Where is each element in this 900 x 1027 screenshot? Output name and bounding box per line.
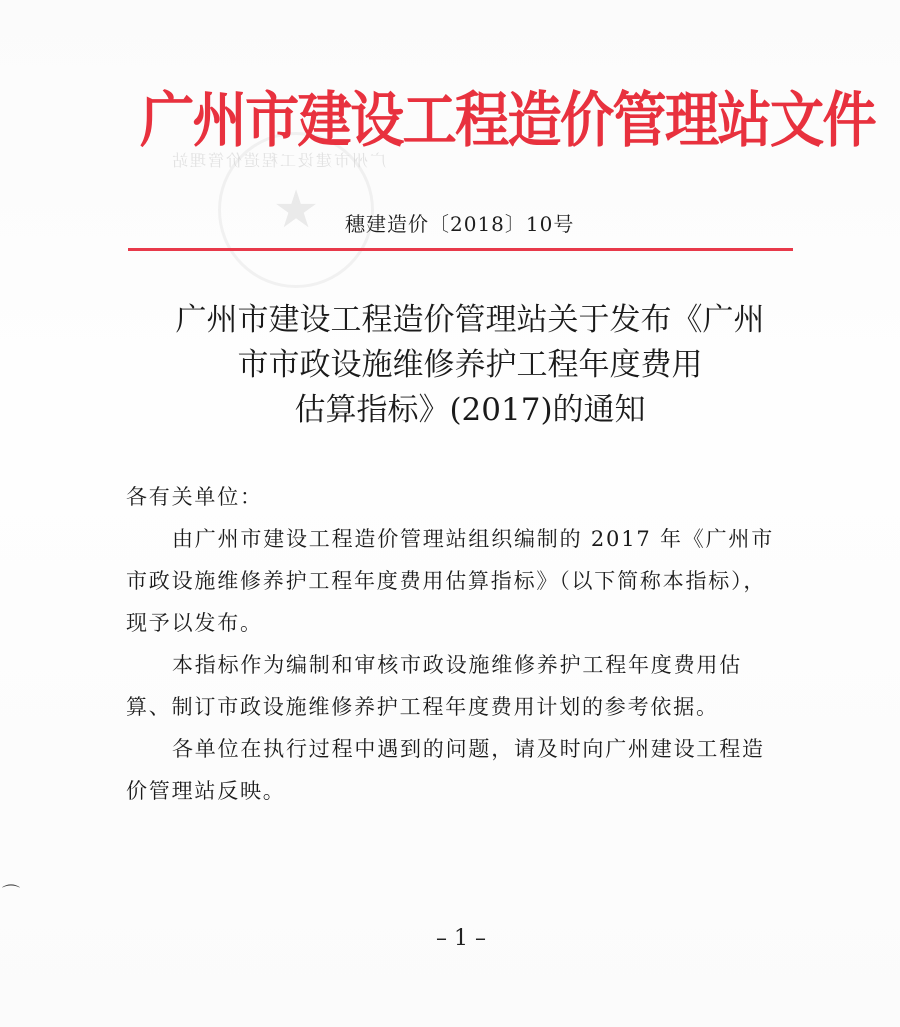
- salutation: 各有关单位：: [126, 485, 263, 509]
- margin-scan-mark: ⌒: [2, 884, 20, 905]
- notice-title-line-1: 广州市建设工程造价管理站关于发布《广州: [175, 302, 765, 338]
- paragraph-1-line-2: 市政设施维修养护工程年度费用估算指标》（以下简称本指标），: [126, 569, 767, 593]
- page-number: – 1 –: [436, 926, 486, 951]
- notice-title-line-2: 市市政设施维修养护工程年度费用: [237, 347, 703, 383]
- document-number: 穗建造价〔2018〕10号: [345, 212, 575, 236]
- paragraph-1-line-3: 现予以发布。: [126, 611, 263, 635]
- ghost-seal-text: 广州市建设工程造价管理站: [170, 151, 387, 170]
- notice-body: [126, 476, 816, 812]
- notice-title-line-3: 估算指标》(2017)的通知: [294, 392, 646, 428]
- paragraph-2-line-2: 算、制订市政设施维修养护工程年度费用计划的参考依据。: [126, 695, 719, 719]
- document-header-title: 广州市建设工程造价管理站文件: [140, 86, 875, 156]
- star-icon: ★: [272, 180, 320, 240]
- paragraph-3-line-2: 价管理站反映。: [126, 779, 286, 803]
- notice-title: [120, 298, 820, 433]
- red-divider-line: [128, 248, 793, 251]
- paragraph-2-line-1: 本指标作为编制和审核市政设施维修养护工程年度费用估: [172, 653, 742, 677]
- paragraph-1-line-1: 由广州市建设工程造价管理站组织编制的 2017 年《广州市: [172, 527, 774, 551]
- paragraph-3-line-1: 各单位在执行过程中遇到的问题，请及时向广州建设工程造: [172, 737, 765, 761]
